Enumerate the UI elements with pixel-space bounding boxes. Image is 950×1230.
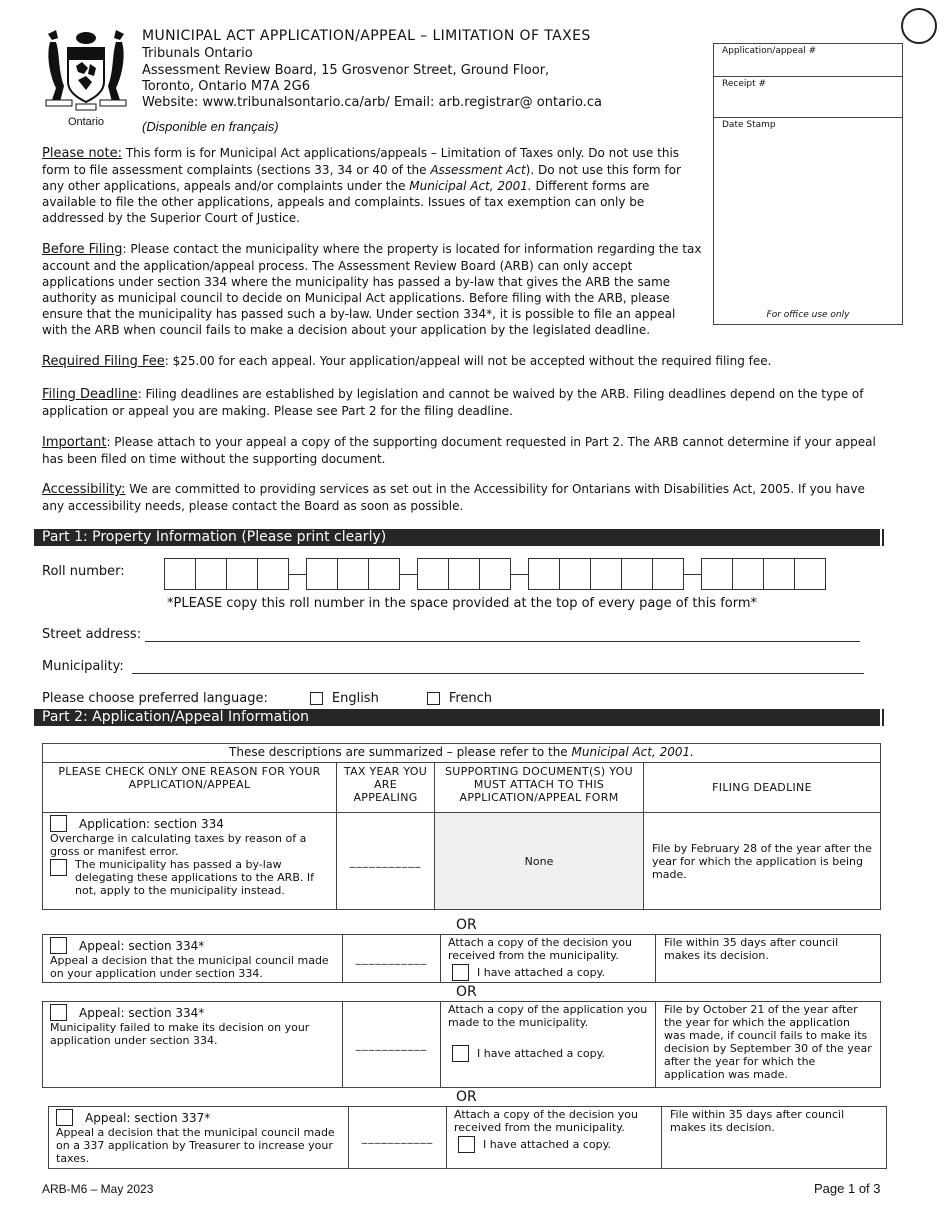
row2-desc: Appeal a decision that the municipal council made on your application under section 334. bbox=[50, 954, 329, 980]
municipality-row bbox=[42, 659, 864, 674]
row4-desc: Appeal a decision that the municipal council made on a 337 application by Treasurer to increase your taxes. bbox=[56, 1126, 335, 1165]
page-corner-circle bbox=[901, 8, 937, 44]
important-text: : Please attach to your appeal a copy of the supporting document requested in Part 2. The ARB cannot determine if your appeal has been filed on time without the supporting document. bbox=[42, 435, 876, 466]
office-use-box bbox=[713, 43, 903, 325]
bylaw-checkbox[interactable] bbox=[50, 859, 67, 876]
row4-attached-checkbox[interactable] bbox=[458, 1136, 475, 1153]
row1-deadline: File by February 28 of the year after the year for which the application is being made. bbox=[644, 813, 881, 910]
row1-title: Application: section 334 bbox=[79, 816, 224, 831]
french-availability: (Disponible en français) bbox=[142, 119, 279, 134]
important-paragraph bbox=[42, 434, 887, 467]
row4-attached-label: I have attached a copy. bbox=[483, 1138, 612, 1151]
roll-group-5[interactable] bbox=[701, 558, 826, 590]
french-checkbox[interactable] bbox=[427, 692, 440, 705]
part2-row-2 bbox=[42, 934, 881, 983]
row3-doc: Attach a copy of the application you made to the municipality. bbox=[448, 1003, 648, 1029]
filing-fee-paragraph bbox=[42, 353, 892, 370]
address-line-1: Assessment Review Board, 15 Grosvenor Street, Ground Floor, bbox=[142, 63, 550, 78]
application-334-checkbox[interactable] bbox=[50, 815, 67, 832]
row2-tax-year-field[interactable]: ___________ bbox=[355, 952, 428, 965]
row2-attached-label: I have attached a copy. bbox=[477, 966, 606, 979]
part2-row-3 bbox=[42, 1001, 881, 1088]
row3-deadline: File by October 21 of the year after the year for which the application was made, if council fails to make its decision by September 30 of the year after the year for which the application was made. bbox=[656, 1002, 881, 1088]
accessibility-lead: Accessibility: bbox=[42, 482, 126, 497]
row4-tax-year-field[interactable]: ___________ bbox=[361, 1131, 434, 1144]
row2-doc: Attach a copy of the decision you received from the municipality. bbox=[448, 936, 632, 962]
please-note-lead: Please note: bbox=[42, 146, 122, 161]
row2-deadline: File within 35 days after council makes its decision. bbox=[656, 935, 881, 983]
office-field-receipt: Receipt # bbox=[714, 77, 902, 118]
street-address-label: Street address: bbox=[42, 627, 142, 642]
row3-attached-checkbox[interactable] bbox=[452, 1045, 469, 1062]
roll-number-note: *PLEASE copy this roll number in the space provided at the top of every page of this form* bbox=[167, 596, 758, 611]
row2-attached-checkbox[interactable] bbox=[452, 964, 469, 981]
row3-desc: Municipality failed to make its decision on your application under section 334. bbox=[50, 1021, 310, 1047]
row4-title: Appeal: section 337* bbox=[85, 1110, 211, 1125]
part2-row-4 bbox=[48, 1106, 887, 1169]
before-filing-paragraph bbox=[42, 241, 702, 338]
filing-fee-lead: Required Filing Fee bbox=[42, 354, 165, 369]
roll-number-label: Roll number: bbox=[42, 564, 125, 579]
before-filing-lead: Before Filing bbox=[42, 242, 123, 257]
roll-group-3[interactable] bbox=[417, 558, 511, 590]
before-filing-text: : Please contact the municipality where the property is located for information regarding the tax account and the application/appeal process. The Assessment Review Board (ARB) can only accept applications under section 334 where the municipality has passed a by-law that gives the ARB the same authority as municipal council to decide on Municipal Act applications. Before filing with the ARB, please ensure that the municipality has passed such a by-law. Under section 334*, it is possible to file an appeal with the ARB when council fails to make a decision about your application by the legislated deadline. bbox=[42, 242, 702, 337]
page-number: Page 1 of 3 bbox=[814, 1181, 881, 1196]
col-header-deadline: FILING DEADLINE bbox=[644, 763, 881, 813]
filing-deadline-lead: Filing Deadline bbox=[42, 387, 138, 402]
roll-group-1[interactable] bbox=[164, 558, 289, 590]
row1-desc: Overcharge in calculating taxes by reason of a gross or manifest error. bbox=[50, 832, 307, 858]
appeal-334-decision-checkbox[interactable] bbox=[50, 937, 67, 954]
row1-doc: None bbox=[524, 854, 554, 868]
municipal-act-ref: Municipal Act, 2001. bbox=[409, 179, 532, 193]
appeal-334-failed-checkbox[interactable] bbox=[50, 1004, 67, 1021]
row3-attached-label: I have attached a copy. bbox=[477, 1047, 606, 1060]
roll-number-field[interactable] bbox=[164, 558, 826, 590]
language-label: Please choose preferred language: bbox=[42, 691, 268, 706]
please-note-text-3: Different forms are available to file the other applications, appeals and complaints. Issues of tax exemption can only be addressed by the Superior Court of Justice. bbox=[42, 179, 650, 225]
part1-header: Part 1: Property Information (Please print clearly) bbox=[34, 529, 882, 546]
org-name: Tribunals Ontario bbox=[142, 46, 253, 61]
summary-act: Municipal Act, 2001. bbox=[571, 745, 694, 759]
or-separator-1: OR bbox=[456, 917, 477, 933]
row2-title: Appeal: section 334* bbox=[79, 938, 205, 953]
filing-deadline-paragraph bbox=[42, 386, 887, 419]
municipality-label: Municipality: bbox=[42, 659, 124, 674]
part2-header: Part 2: Application/Appeal Information bbox=[34, 709, 882, 726]
coat-of-arms-label: Ontario bbox=[67, 116, 105, 128]
table-row bbox=[43, 813, 881, 910]
form-title: MUNICIPAL ACT APPLICATION/APPEAL – LIMITATION OF TAXES bbox=[142, 28, 591, 44]
row3-tax-year-field[interactable]: ___________ bbox=[355, 1038, 428, 1051]
table-row bbox=[43, 1002, 881, 1088]
please-note-text: This form is for Municipal Act applications/appeals – Limitation of Taxes only. Do not use this form to file assessment complaints (sections 33, 34 or 40 of the bbox=[42, 146, 680, 177]
col-header-supporting-docs: SUPPORTING DOCUMENT(S) YOU MUST ATTACH TO THIS APPLICATION/APPEAL FORM bbox=[435, 763, 644, 813]
english-checkbox[interactable] bbox=[310, 692, 323, 705]
summary-text: These descriptions are summarized – please refer to the bbox=[229, 745, 572, 759]
office-use-footer: For office use only bbox=[766, 310, 850, 320]
roll-group-4[interactable] bbox=[528, 558, 684, 590]
row4-doc: Attach a copy of the decision you received from the municipality. bbox=[454, 1108, 638, 1134]
accessibility-text: We are committed to providing services as set out in the Accessibility for Ontarians with Disabilities Act, 2005. If you have any accessibility needs, please contact the Board as soon as possible. bbox=[42, 482, 865, 513]
please-note-text-2: ). Do not use this form for any other applications, appeals and/or complaints under the bbox=[42, 163, 681, 193]
filing-fee-text: : $25.00 for each appeal. Your application/appeal will not be accepted without the required filing fee. bbox=[164, 354, 772, 368]
website-email: Website: www.tribunalsontario.ca/arb/ Email: arb.registrar@ ontario.ca bbox=[142, 95, 602, 110]
summary-note bbox=[43, 744, 881, 763]
street-address-input[interactable] bbox=[145, 627, 860, 642]
table-row bbox=[49, 1107, 887, 1169]
english-label: English bbox=[331, 691, 379, 706]
row1-tax-year-field[interactable]: ___________ bbox=[349, 854, 422, 868]
assessment-act-ref: Assessment Act bbox=[430, 163, 526, 177]
street-address-row bbox=[42, 627, 860, 642]
row4-deadline: File within 35 days after council makes its decision. bbox=[662, 1107, 887, 1169]
or-separator-3: OR bbox=[456, 1089, 477, 1105]
col-header-tax-year: TAX YEAR YOU ARE APPEALING bbox=[337, 763, 435, 813]
municipality-input[interactable] bbox=[132, 659, 864, 674]
address-line-2: Toronto, Ontario M7A 2G6 bbox=[142, 79, 310, 94]
language-row bbox=[42, 691, 492, 706]
coat-of-arms-icon bbox=[42, 26, 130, 114]
filing-deadline-text: : Filing deadlines are established by legislation and cannot be waived by the ARB. Filing deadlines depend on the type of application or appeal you are making. Please see Part 2 for the filing deadline. bbox=[42, 387, 864, 418]
row1-bylaw-text: The municipality has passed a by-law delegating these applications to the ARB. If not, apply to the municipality instead. bbox=[75, 858, 314, 897]
office-field-application: Application/appeal # bbox=[714, 44, 902, 77]
table-row bbox=[43, 935, 881, 983]
form-id: ARB-M6 – May 2023 bbox=[42, 1182, 154, 1196]
row3-title: Appeal: section 334* bbox=[79, 1005, 205, 1020]
or-separator-2: OR bbox=[456, 984, 477, 1000]
appeal-337-checkbox[interactable] bbox=[56, 1109, 73, 1126]
office-field-date-stamp: Date Stamp bbox=[722, 120, 776, 130]
french-label: French bbox=[448, 691, 493, 706]
part2-table-header bbox=[42, 743, 881, 910]
important-lead: Important bbox=[42, 435, 107, 450]
accessibility-paragraph bbox=[42, 481, 887, 514]
col-header-reason: PLEASE CHECK ONLY ONE REASON FOR YOUR APPLICATION/APPEAL bbox=[43, 763, 337, 813]
ontario-coat-of-arms bbox=[42, 26, 130, 126]
roll-group-2[interactable] bbox=[306, 558, 400, 590]
please-note-paragraph bbox=[42, 145, 702, 226]
